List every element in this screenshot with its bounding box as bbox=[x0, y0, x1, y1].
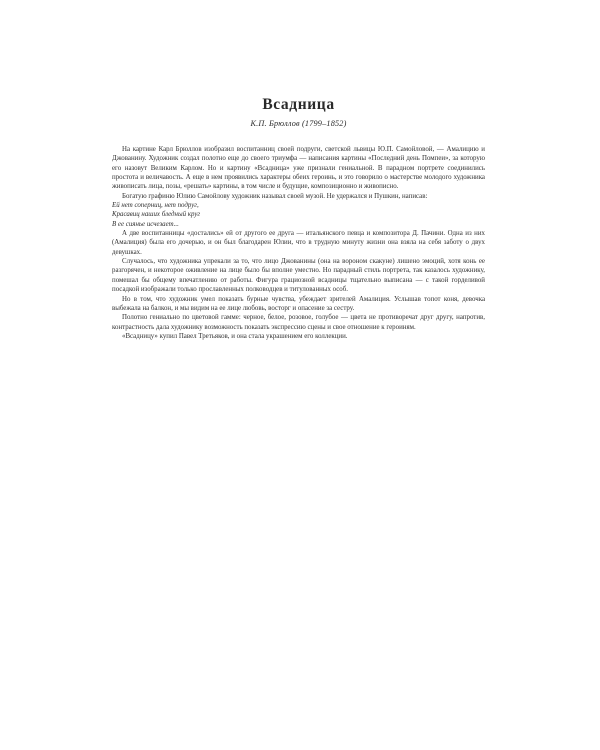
poem-line: Красавиц наших бледный круг bbox=[112, 211, 201, 219]
paragraph: На картине Карл Брюллов изобразил воспитанниц своей подруги, светской львицы Ю.П. Самойловой, — Амалицию и Джованину. Художник создал полотно еще до своего триумфа — написания картины «Последний день Помпеи», за которую его назовут Великим Карлом. Но и картину «Всадница» уже признали гениальной. В парадном портрете соединились простота и величавость. А еще в нем проявились характеры обеих героинь, и это говорило о мастерстве молодого художника живописать лица, позы, «решать» картины, в том числе и будущие, композиционно и живописно. bbox=[112, 146, 485, 191]
artist-subtitle: К.П. Брюллов (1799–1852) bbox=[250, 119, 347, 128]
article bbox=[112, 96, 485, 341]
paragraph: Случалось, что художника упрекали за то, что лицо Джованины (она на вороном скакуне) лишено эмоций, хотя конь ее разгорячен, и некоторое оживление на лице было бы вполне уместно. Но парадный стиль портрета, так казалось художнику, помешал бы общему впечатлению от работы. Фигура грациозной всадницы тщательно выписана — с такой горделивой посадкой изображали только прославленных полководцев и титулованных особ. bbox=[112, 258, 485, 294]
article-body bbox=[112, 145, 485, 341]
paragraph: Богатую графиню Юлию Самойлову художник называл своей музой. Не удержался и Пушкин, написав: bbox=[122, 192, 428, 200]
paragraph: А две воспитанницы «достались» ей от другого ее друга — итальянского певца и композитора Д. Пачини. Одна из них (Амалиция) была его дочерью, и он был благодарен Юлии, что в трудную минуту жизни она взяла на себя заботу о двух девушках. bbox=[112, 230, 485, 256]
paragraph: Но в том, что художник умел показать бурные чувства, убеждает зрителей Амалиция. Услышав топот коня, девочка выбежала на балкон, и мы видим на ее лице любовь, восторг и опасение за сестру. bbox=[112, 295, 485, 312]
paragraph: «Всадницу» купил Павел Третьяков, и она стала украшением его коллекции. bbox=[122, 332, 348, 340]
poem-line: Ей нет соперниц, нет подруг, bbox=[112, 202, 199, 210]
page-title: Всадница bbox=[262, 96, 335, 113]
paragraph: Полотно гениально по цветовой гамме: черное, белое, розовое, голубое — цвета не противоречат друг другу, напротив, контрастность дала художнику возможность показать экспрессию сцены и свое отношение к героиням. bbox=[112, 314, 485, 331]
poem-line: В ее сиянье исчезает... bbox=[112, 220, 179, 228]
